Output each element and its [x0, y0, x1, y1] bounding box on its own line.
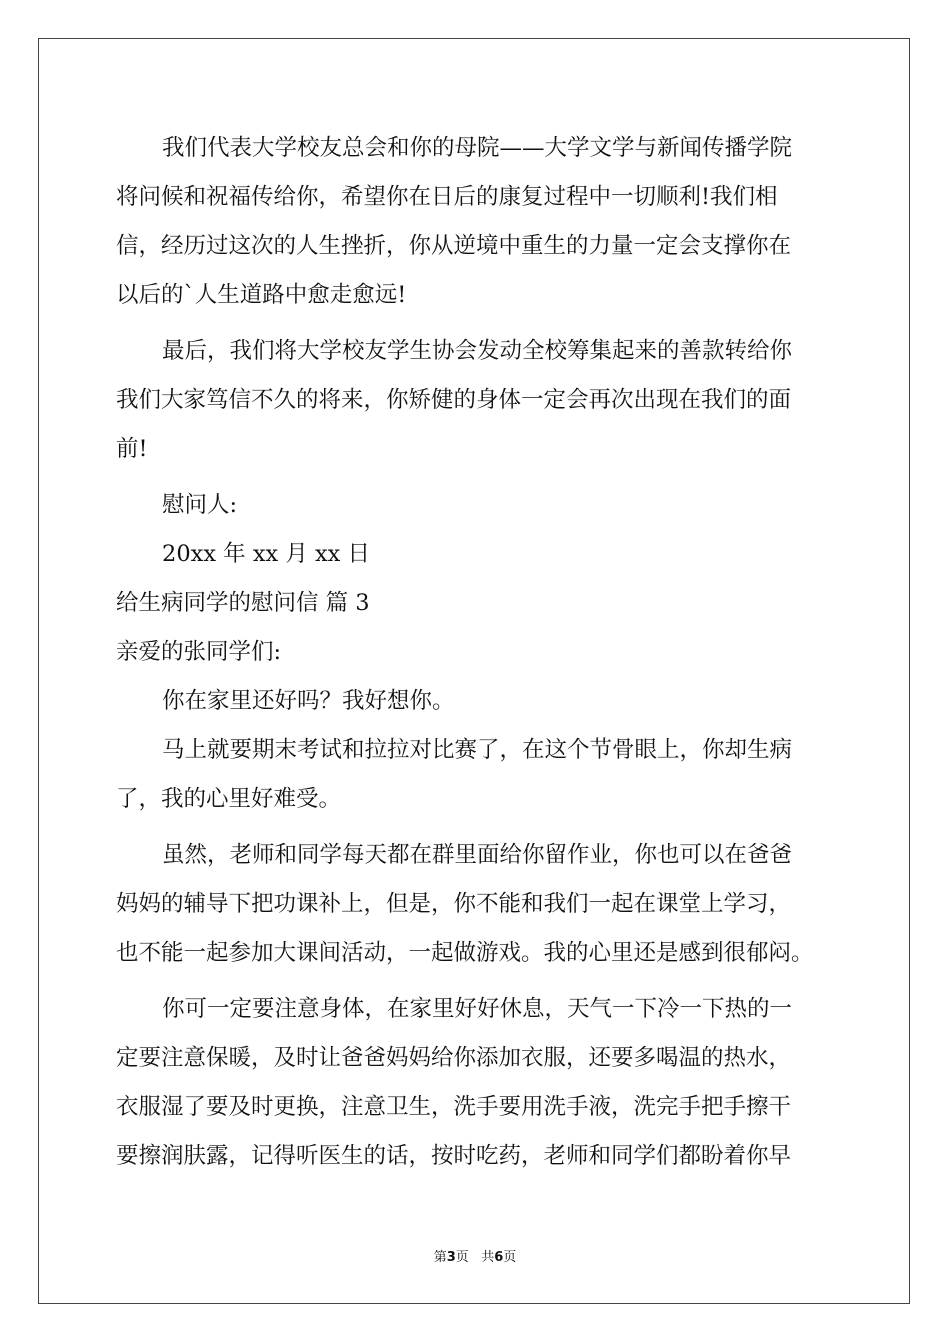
text-line: 最后，我们将大学校友学生协会发动全校筹集起来的善款转给你: [162, 338, 793, 364]
paragraph-gap: [116, 824, 836, 831]
text-line: 了，我的心里好难受。: [116, 786, 342, 812]
paragraph-gap: [116, 474, 836, 481]
text-line: 以后的`人生道路中愈走愈远!: [116, 282, 407, 308]
text-line: 要擦润肤露，记得听医生的话，按时吃药，老师和同学们都盼着你早: [116, 1143, 792, 1169]
text-line: 也不能一起参加大课间活动，一起做游戏。我的心里还是感到很郁闷。: [116, 940, 814, 966]
text-line: 亲爱的张同学们:: [116, 639, 282, 665]
text-line: 你在家里还好吗？我好想你。: [162, 688, 455, 714]
text-line: 妈妈的辅导下把功课补上，但是，你不能和我们一起在课堂上学习，: [116, 891, 792, 917]
text-line: 20xx 年 xx 月 xx 日: [162, 541, 371, 567]
text-line: 我们代表大学校友总会和你的母院——大学文学与新闻传播学院: [162, 135, 793, 161]
footer-page-prefix: 第: [433, 1250, 447, 1265]
text-line: 衣服湿了要及时更换，注意卫生，洗手要用洗手液，洗完手把手擦干: [116, 1094, 792, 1120]
footer-total-prefix: 共: [481, 1250, 495, 1265]
text-line: 信，经历过这次的人生挫折，你从逆境中重生的力量一定会支撑你在: [116, 233, 792, 259]
document-body: [116, 124, 836, 1181]
text-line: 你可一定要注意身体，在家里好好休息，天气一下冷一下热的一: [162, 996, 793, 1022]
text-line: 我们大家笃信不久的将来，你矫健的身体一定会再次出现在我们的面: [116, 387, 792, 413]
text-line: 将问候和祝福传给你，希望你在日后的康复过程中一切顺利!我们相: [116, 184, 778, 210]
page-footer: [0, 1246, 950, 1265]
text-line: 定要注意保暖，及时让爸爸妈妈给你添加衣服，还要多喝温的热水，: [116, 1045, 792, 1071]
footer-page-number: 3: [446, 1250, 456, 1265]
paragraph-gap: [116, 320, 836, 327]
text-line: 虽然，老师和同学每天都在群里面给你留作业，你也可以在爸爸: [162, 842, 793, 868]
footer-total-suffix: 页: [503, 1250, 517, 1265]
text-line: 马上就要期末考试和拉拉对比赛了，在这个节骨眼上，你却生病: [162, 737, 793, 763]
text-line: 前!: [116, 436, 148, 462]
text-line: 慰问人:: [162, 492, 238, 518]
paragraph-gap: [116, 978, 836, 985]
footer-page-suffix: 页: [455, 1250, 469, 1265]
text-line: 给生病同学的慰问信 篇 3: [116, 590, 370, 616]
footer-total-pages: 6: [494, 1250, 504, 1265]
